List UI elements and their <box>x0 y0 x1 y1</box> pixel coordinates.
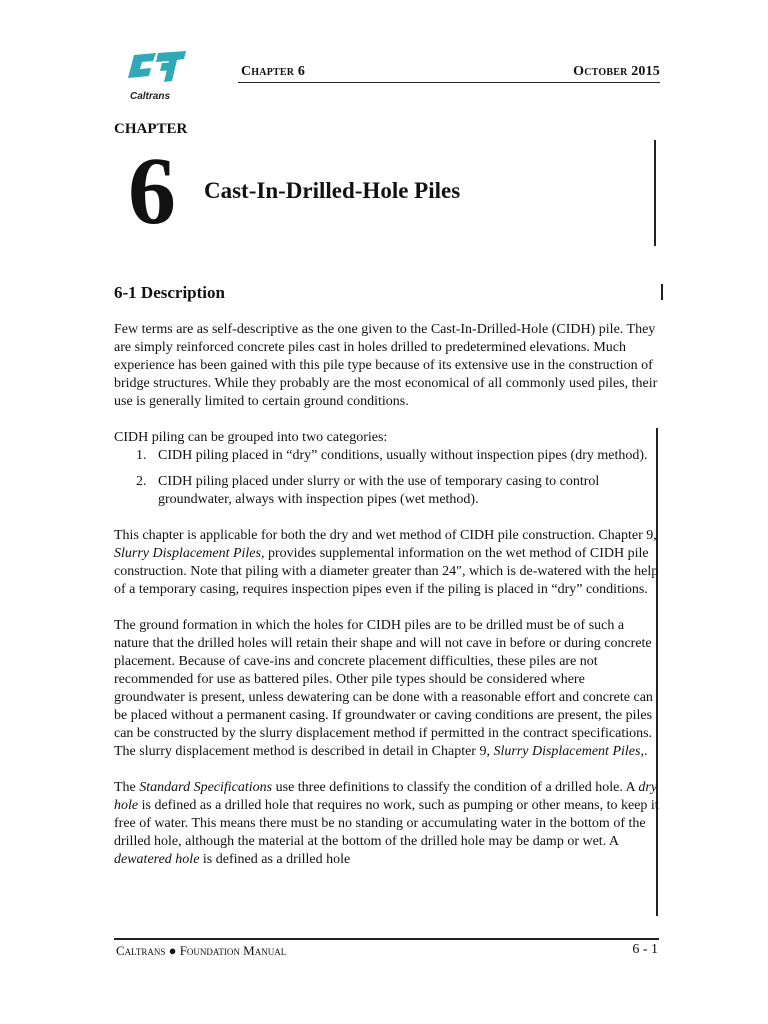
change-bar <box>654 140 656 246</box>
text-run: is defined as a drilled hole that requires no work, such as pumping or other means, to keep it free of water. This means there must be no standing or accumulating water in the bottom of the drilled hole, although the material at the bottom of the drilled hole may be damp or wet. A <box>114 798 659 849</box>
body-text <box>114 321 659 887</box>
running-header-chapter: Chapter 6 <box>241 64 306 79</box>
text-run: The ground formation in which the holes for CIDH piles are to be drilled must be of such a nature that the drilled holes will retain their shape and will not cave in before or during concrete placement. Because of cave-ins and concrete placement difficulties, these piles are not recommended for use as battered piles. Other pile types should be considered where groundwater is present, unless dewatering can be done with a reasonable effort and concrete can be placed without a permanent casing. If groundwater or caving conditions are present, the piles can be constructed by the slurry displacement method if permitted in the contract specifications. The slurry displacement method is described in detail in Chapter 9, <box>114 618 653 759</box>
italic-term: dewatered hole <box>114 852 200 867</box>
footer-manual-title: Caltrans ● Foundation Manual <box>116 943 287 958</box>
footer-page-number: 6 - 1 <box>632 942 658 957</box>
list-item-text: CIDH piling placed under slurry or with the use of temporary casing to control groundwater, always with inspection pipes (wet method). <box>158 474 600 507</box>
paragraph <box>114 617 659 761</box>
category-list <box>114 447 659 509</box>
paragraph <box>114 779 659 869</box>
list-item <box>114 447 659 465</box>
list-number: 2. <box>136 474 147 489</box>
text-run: is defined as a drilled hole <box>199 852 351 867</box>
list-number: 1. <box>136 448 147 463</box>
text-run: This chapter is applicable for both the dry and wet method of CIDH pile construction. Chapter 9, <box>114 528 657 543</box>
section-heading: 6-1 Description <box>114 283 225 302</box>
list-item-text: CIDH piling placed in “dry” conditions, usually without inspection pipes (dry method). <box>158 448 648 463</box>
running-header-date: October 2015 <box>573 64 660 79</box>
header-rule <box>238 82 660 83</box>
caltrans-logo-icon <box>120 47 192 103</box>
caltrans-logo <box>120 47 192 103</box>
text-run: use three definitions to classify the condition of a drilled hole. A <box>272 780 639 795</box>
reference-link-text: Slurry Displacement Piles <box>114 546 261 561</box>
reference-link-text: Slurry Displacement Piles, <box>493 744 644 759</box>
italic-term: Standard Specifications <box>139 780 273 795</box>
footer-rule <box>114 938 659 940</box>
chapter-label: CHAPTER <box>114 121 188 137</box>
text-run: The <box>114 780 140 795</box>
chapter-title: Cast-In-Drilled-Hole Piles <box>204 178 461 203</box>
paragraph <box>114 527 659 599</box>
list-item <box>114 473 659 509</box>
svg-text:Caltrans: Caltrans <box>130 91 171 102</box>
paragraph: CIDH piling can be grouped into two categories: <box>114 430 388 445</box>
text-run: . <box>643 744 648 759</box>
text-run: , provides supplemental information on the wet method of CIDH pile construction. Note that piling with a diameter greater than 24″, which is de-watered with the help of a temporary casing, requires inspection pipes even if the piling is placed in “dry” conditions. <box>114 546 659 597</box>
change-bar <box>661 284 663 300</box>
chapter-number: 6 <box>128 137 176 244</box>
paragraph: Few terms are as self-descriptive as the one given to the Cast-In-Drilled-Hole (CIDH) pile. They are simply reinforced concrete piles cast in holes drilled to predetermined elevations. Much experience has been gained with this pile type because of its extensive use in the construction of bridge structures. While they probably are the most economical of all commonly used piles, their use is generally limited to certain ground conditions. <box>114 322 658 409</box>
italic-term: dry hole <box>114 780 658 813</box>
